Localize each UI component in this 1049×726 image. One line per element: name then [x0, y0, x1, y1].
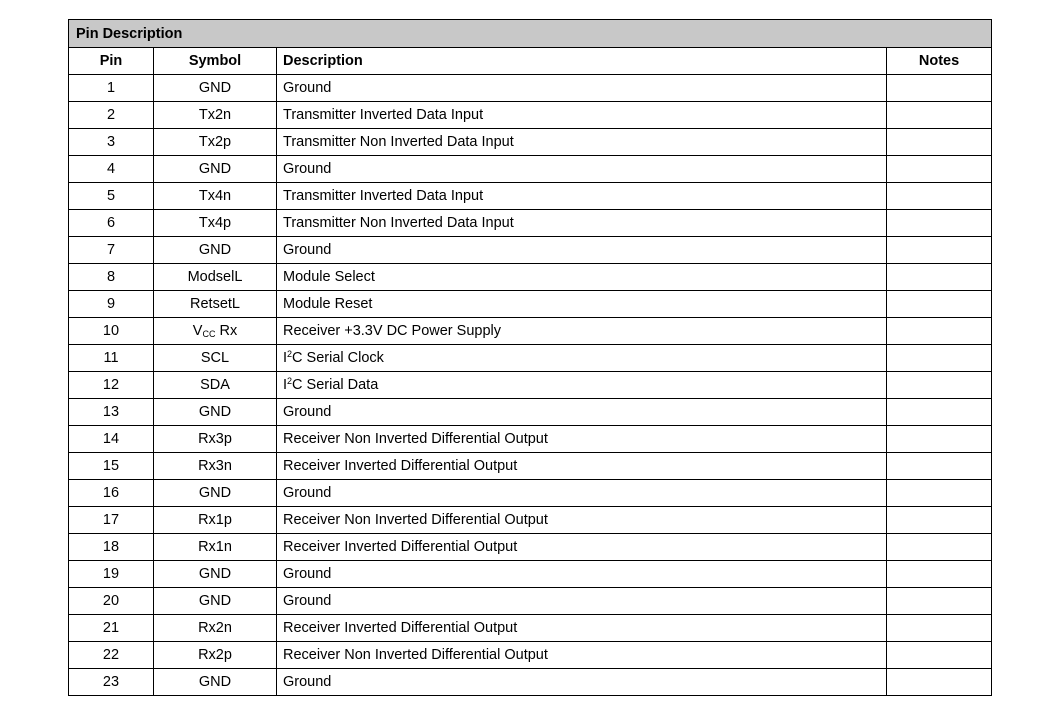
- description-cell: Transmitter Inverted Data Input: [277, 183, 887, 210]
- notes-cell: [887, 615, 992, 642]
- description-cell: Receiver Inverted Differential Output: [277, 534, 887, 561]
- symbol-cell: Tx4n: [154, 183, 277, 210]
- pin-cell: 18: [69, 534, 154, 561]
- description-cell: Ground: [277, 669, 887, 696]
- table-row: [69, 156, 992, 183]
- notes-cell: [887, 183, 992, 210]
- notes-cell: [887, 426, 992, 453]
- notes-cell: [887, 210, 992, 237]
- notes-cell: [887, 399, 992, 426]
- table-row: [69, 507, 992, 534]
- notes-cell: [887, 156, 992, 183]
- description-cell: Transmitter Non Inverted Data Input: [277, 210, 887, 237]
- symbol-cell: [154, 318, 277, 345]
- symbol-cell: GND: [154, 237, 277, 264]
- pin-cell: 23: [69, 669, 154, 696]
- table-row: [69, 480, 992, 507]
- table-row: [69, 588, 992, 615]
- pin-description-table: [68, 19, 992, 696]
- description-cell: Module Reset: [277, 291, 887, 318]
- header-pin: Pin: [69, 48, 154, 75]
- symbol-main: V: [192, 323, 203, 339]
- symbol-cell: ModselL: [154, 264, 277, 291]
- notes-cell: [887, 534, 992, 561]
- symbol-cell: GND: [154, 399, 277, 426]
- pin-cell: 22: [69, 642, 154, 669]
- notes-cell: [887, 588, 992, 615]
- symbol-cell: GND: [154, 588, 277, 615]
- description-cell: [277, 372, 887, 399]
- description-superscript: 2: [287, 376, 293, 386]
- description-cell: Ground: [277, 480, 887, 507]
- description-cell: Receiver Non Inverted Differential Output: [277, 426, 887, 453]
- table-row: [69, 237, 992, 264]
- pin-cell: 2: [69, 102, 154, 129]
- symbol-cell: Rx1n: [154, 534, 277, 561]
- description-rest: C Serial Clock: [292, 350, 384, 366]
- description-rest: C Serial Data: [292, 377, 379, 393]
- description-cell: Module Select: [277, 264, 887, 291]
- pin-cell: 1: [69, 75, 154, 102]
- notes-cell: [887, 291, 992, 318]
- pin-cell: 15: [69, 453, 154, 480]
- notes-cell: [887, 561, 992, 588]
- notes-cell: [887, 480, 992, 507]
- symbol-subscript: CC: [202, 329, 216, 339]
- description-cell: Receiver Inverted Differential Output: [277, 615, 887, 642]
- description-superscript: 2: [287, 349, 293, 359]
- table-row: [69, 345, 992, 372]
- symbol-cell: Rx3p: [154, 426, 277, 453]
- notes-cell: [887, 372, 992, 399]
- notes-cell: [887, 453, 992, 480]
- pin-cell: 7: [69, 237, 154, 264]
- table-row: [69, 318, 992, 345]
- symbol-cell: Rx1p: [154, 507, 277, 534]
- description-cell: Receiver +3.3V DC Power Supply: [277, 318, 887, 345]
- pin-cell: 8: [69, 264, 154, 291]
- notes-cell: [887, 345, 992, 372]
- pin-cell: 3: [69, 129, 154, 156]
- notes-cell: [887, 507, 992, 534]
- description-cell: Ground: [277, 75, 887, 102]
- table-row: [69, 615, 992, 642]
- symbol-cell: GND: [154, 669, 277, 696]
- symbol-cell: Tx2n: [154, 102, 277, 129]
- pin-cell: 6: [69, 210, 154, 237]
- symbol-cell: RetsetL: [154, 291, 277, 318]
- table-row: [69, 669, 992, 696]
- description-cell: [277, 345, 887, 372]
- table-row: [69, 291, 992, 318]
- description-cell: Receiver Non Inverted Differential Output: [277, 507, 887, 534]
- notes-cell: [887, 102, 992, 129]
- table-row: [69, 534, 992, 561]
- pin-cell: 4: [69, 156, 154, 183]
- symbol-cell: Rx2n: [154, 615, 277, 642]
- pin-cell: 19: [69, 561, 154, 588]
- table-row: [69, 372, 992, 399]
- pin-cell: 21: [69, 615, 154, 642]
- header-symbol: Symbol: [154, 48, 277, 75]
- table-row: [69, 129, 992, 156]
- table-body: [69, 75, 992, 696]
- pin-cell: 14: [69, 426, 154, 453]
- notes-cell: [887, 75, 992, 102]
- description-cell: Ground: [277, 399, 887, 426]
- pin-cell: 16: [69, 480, 154, 507]
- pin-cell: 5: [69, 183, 154, 210]
- description-cell: Ground: [277, 156, 887, 183]
- description-cell: Receiver Inverted Differential Output: [277, 453, 887, 480]
- pin-cell: 12: [69, 372, 154, 399]
- description-cell: Ground: [277, 588, 887, 615]
- pin-cell: 10: [69, 318, 154, 345]
- description-prefix: I: [283, 350, 288, 366]
- table-row: [69, 399, 992, 426]
- pin-cell: 11: [69, 345, 154, 372]
- pin-cell: 20: [69, 588, 154, 615]
- table-row: [69, 183, 992, 210]
- table-title: Pin Description: [69, 20, 992, 48]
- notes-cell: [887, 264, 992, 291]
- notes-cell: [887, 318, 992, 345]
- symbol-cell: GND: [154, 561, 277, 588]
- notes-cell: [887, 237, 992, 264]
- pin-cell: 17: [69, 507, 154, 534]
- notes-cell: [887, 129, 992, 156]
- table-row: [69, 75, 992, 102]
- table-row: [69, 264, 992, 291]
- symbol-cell: Rx3n: [154, 453, 277, 480]
- table-row: [69, 102, 992, 129]
- pin-cell: 13: [69, 399, 154, 426]
- symbol-cell: SDA: [154, 372, 277, 399]
- table-row: [69, 642, 992, 669]
- pin-cell: 9: [69, 291, 154, 318]
- notes-cell: [887, 642, 992, 669]
- table-row: [69, 210, 992, 237]
- symbol-cell: GND: [154, 156, 277, 183]
- description-cell: Transmitter Inverted Data Input: [277, 102, 887, 129]
- description-prefix: I: [283, 377, 288, 393]
- symbol-cell: Rx2p: [154, 642, 277, 669]
- notes-cell: [887, 669, 992, 696]
- symbol-tail: Rx: [215, 323, 238, 339]
- header-description: Description: [277, 48, 887, 75]
- symbol-cell: SCL: [154, 345, 277, 372]
- header-notes: Notes: [887, 48, 992, 75]
- table-row: [69, 426, 992, 453]
- symbol-cell: GND: [154, 480, 277, 507]
- symbol-cell: GND: [154, 75, 277, 102]
- description-cell: Transmitter Non Inverted Data Input: [277, 129, 887, 156]
- symbol-cell: Tx2p: [154, 129, 277, 156]
- description-cell: Ground: [277, 561, 887, 588]
- description-cell: Receiver Non Inverted Differential Output: [277, 642, 887, 669]
- table-row: [69, 561, 992, 588]
- description-cell: Ground: [277, 237, 887, 264]
- table-row: [69, 453, 992, 480]
- symbol-cell: Tx4p: [154, 210, 277, 237]
